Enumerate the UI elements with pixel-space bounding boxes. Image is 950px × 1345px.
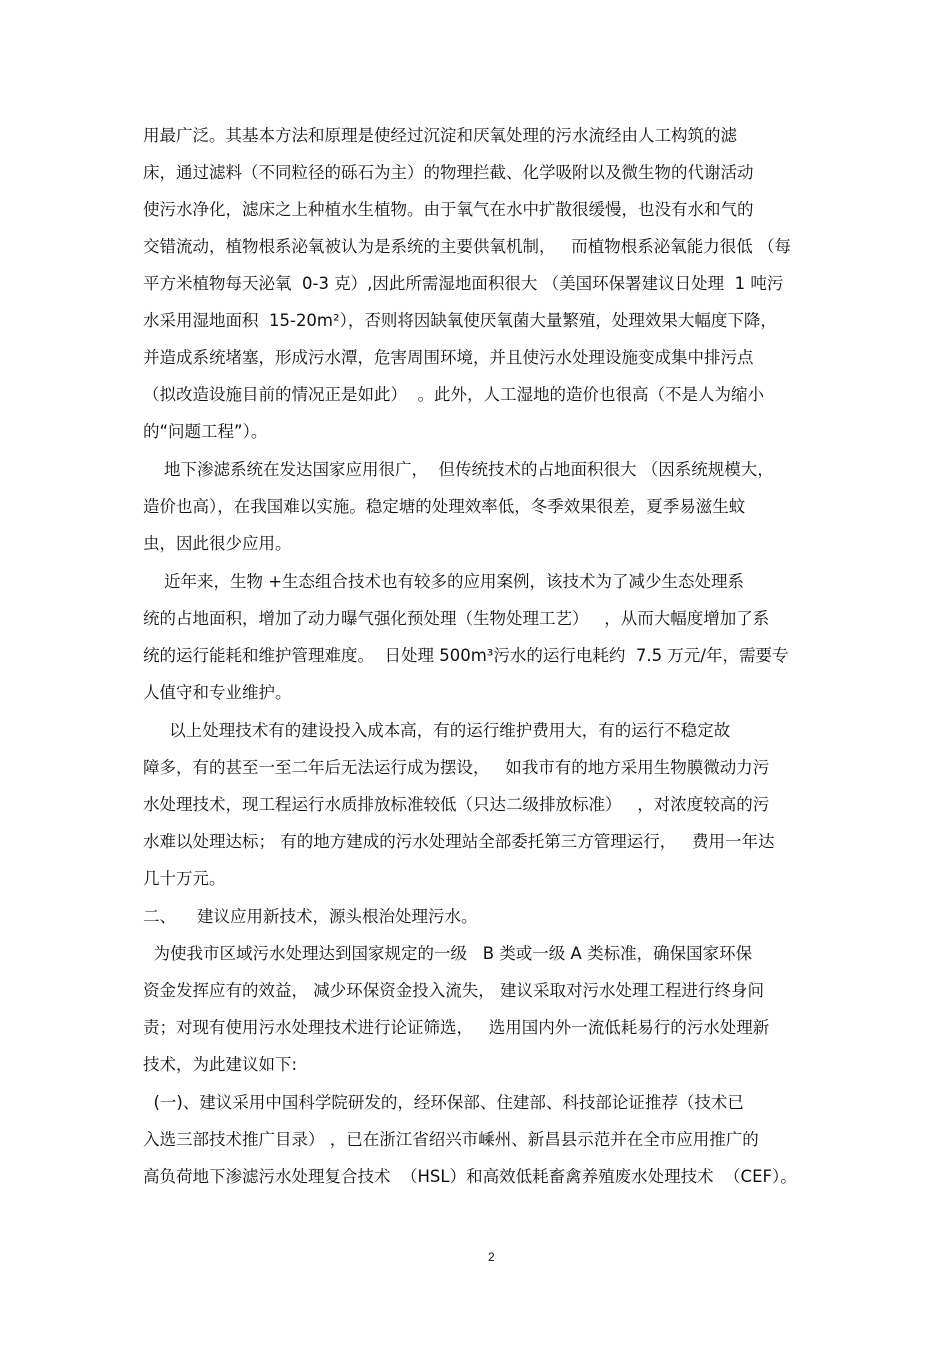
text-line: 入选三部技术推广目录） ，已在浙江省绍兴市嵊州、新昌县示范并在全市应用推广的 <box>143 1130 759 1149</box>
text-line: 地下渗滤系统在发达国家应用很广， 但传统技术的占地面积很大 （因系统规模大， <box>143 460 774 479</box>
page-number: 2 <box>488 1250 495 1264</box>
text-line: 使污水净化，滤床之上种植水生植物。由于氧气在水中扩散很缓慢，也没有水和气的 <box>143 200 754 219</box>
text-line: 统的占地面积，增加了动力曝气强化预处理（生物处理工艺） ，从而大幅度增加了系 <box>143 609 770 628</box>
text-line: 用最广泛。其基本方法和原理是使经过沉淀和厌氧处理的污水流经由人工构筑的滤 <box>143 126 737 145</box>
text-line: 并造成系统堵塞，形成污水潭，危害周围环境，并且使污水处理设施变成集中排污点 <box>143 348 754 367</box>
text-line: (一)、建议采用中国科学院研发的，经环保部、住建部、科技部论证推荐（技术已 <box>143 1093 744 1112</box>
text-line: 水处理技术，现工程运行水质排放标准较低（只达二级排放标准） ，对浓度较高的污 <box>143 795 770 814</box>
text-line: 近年来，生物 +生态组合技术也有较多的应用案例，该技术为了减少生态处理系 <box>143 572 745 591</box>
text-line: 平方米植物每天泌氧 0-3 克）,因此所需湿地面积很大 （美国环保署建议日处理 1 吨污 <box>143 274 784 293</box>
text-line: 技术，为此建议如下: <box>143 1055 298 1074</box>
text-line: 统的运行能耗和维护管理难度。 日处理 500m³污水的运行电耗约 7.5 万元/年，需要专 <box>143 646 789 665</box>
text-line: 以上处理技术有的建设投入成本高，有的运行维护费用大，有的运行不稳定故 <box>143 721 731 740</box>
text-line: 为使我市区域污水处理达到国家规定的一级 B 类或一级 A 类标准，确保国家环保 <box>143 944 753 963</box>
text-line: 水采用湿地面积 15-20m²），否则将因缺氧使厌氧菌大量繁殖，处理效果大幅度下降， <box>143 311 777 330</box>
text-line: 人值守和专业维护。 <box>143 683 292 702</box>
text-line: 责；对现有使用污水处理技术进行论证筛选， 选用国内外一流低耗易行的污水处理新 <box>143 1018 770 1037</box>
text-line: 床，通过滤料（不同粒径的砾石为主）的物理拦截、化学吸附以及微生物的代谢活动 <box>143 163 754 182</box>
text-line: 资金发挥应有的效益， 减少环保资金投入流失， 建议采取对污水处理工程进行终身问 <box>143 981 764 1000</box>
text-line: 造价也高），在我国难以实施。稳定塘的处理效率低，冬季效果很差，夏季易滋生蚊 <box>143 497 746 516</box>
text-line: 虫，因此很少应用。 <box>143 534 292 553</box>
text-line: 几十万元。 <box>143 869 226 888</box>
text-line: 的“问题工程”）。 <box>143 422 268 441</box>
section-heading: 二、 建议应用新技术，源头根治处理污水。 <box>143 907 478 926</box>
text-line: 交错流动，植物根系泌氧被认为是系统的主要供氧机制， 而植物根系泌氧能力很低 （每 <box>143 237 791 256</box>
text-line: （拟改造设施目前的情况正是如此） 。此外，人工湿地的造价也很高（不是人为缩小 <box>143 385 764 404</box>
text-line: 高负荷地下渗滤污水处理复合技术 （HSL）和高效低耗畜禽养殖废水处理技术 （CEF）。 <box>143 1167 797 1186</box>
text-line: 水难以处理达标； 有的地方建成的污水处理站全部委托第三方管理运行， 费用一年达 <box>143 832 775 851</box>
text-line: 障多，有的甚至一至二年后无法运行成为摆设， 如我市有的地方采用生物膜微动力污 <box>143 758 770 777</box>
